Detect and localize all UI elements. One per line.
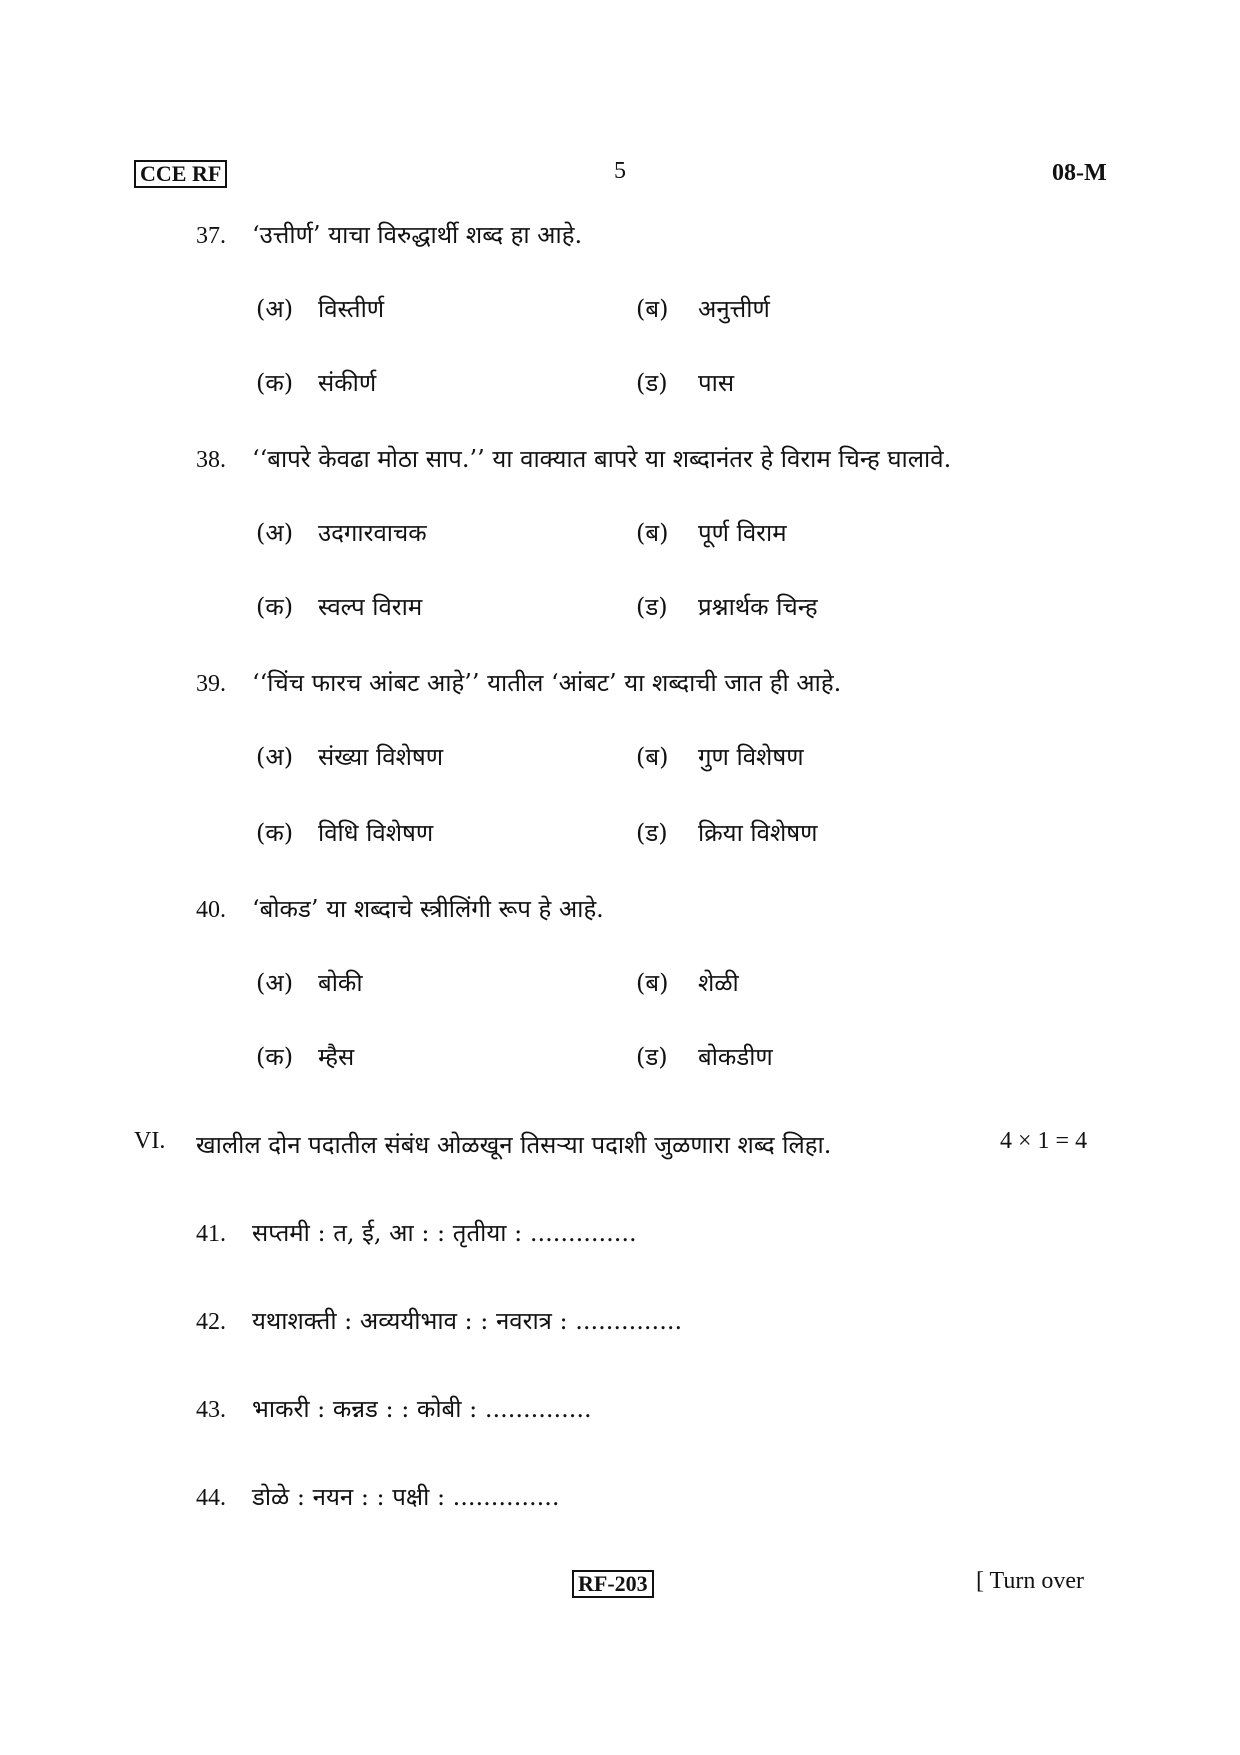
question-text: ‘‘चिंच फारच आंबट आहे’’ यातील ‘आंबट’ या शब्दाची जात ही आहे. bbox=[252, 669, 842, 697]
option-label: (अ) bbox=[256, 295, 294, 323]
option-text: उदगारवाचक bbox=[318, 519, 427, 547]
option-text: पास bbox=[698, 369, 735, 397]
option-label: (क) bbox=[256, 819, 294, 847]
option-text: संकीर्ण bbox=[318, 369, 377, 397]
question-43 bbox=[196, 1392, 592, 1425]
question-number: 42. bbox=[196, 1309, 226, 1335]
option-38-d bbox=[636, 590, 818, 623]
option-text: अनुत्तीर्ण bbox=[698, 295, 770, 323]
question-39 bbox=[196, 666, 841, 699]
option-39-b bbox=[636, 740, 804, 773]
option-label: (अ) bbox=[256, 743, 294, 771]
option-38-b bbox=[636, 516, 787, 549]
option-label: (क) bbox=[256, 593, 294, 621]
question-44 bbox=[196, 1480, 559, 1513]
question-41 bbox=[196, 1216, 637, 1249]
option-label: (अ) bbox=[256, 519, 294, 547]
option-text: स्वल्प विराम bbox=[318, 593, 423, 621]
question-text: ‘‘बापरे केवढा मोठा साप.’’ या वाक्यात बापरे या शब्दानंतर हे विराम चिन्ह घालावे. bbox=[252, 445, 952, 473]
question-text: भाकरी : कन्नड : : कोबी : .............. bbox=[252, 1395, 592, 1423]
question-number: 41. bbox=[196, 1221, 226, 1247]
section-marks: 4 × 1 = 4 bbox=[1000, 1128, 1088, 1154]
option-39-c bbox=[256, 816, 433, 849]
option-37-a bbox=[256, 292, 384, 325]
option-label: (ब) bbox=[636, 519, 669, 547]
option-text: गुण विशेषण bbox=[698, 743, 804, 771]
question-number: 39. bbox=[196, 671, 226, 697]
option-text: संख्या विशेषण bbox=[318, 743, 444, 771]
page-number: 5 bbox=[614, 158, 626, 184]
question-number: 37. bbox=[196, 223, 226, 249]
option-label: (ब) bbox=[636, 969, 669, 997]
option-label: (क) bbox=[256, 1043, 294, 1071]
question-text: सप्तमी : त, ई, आ : : तृतीया : .............. bbox=[252, 1219, 637, 1247]
question-number: 38. bbox=[196, 447, 226, 473]
option-40-c bbox=[256, 1040, 354, 1073]
option-text: विस्तीर्ण bbox=[318, 295, 385, 323]
option-label: (ड) bbox=[636, 1043, 668, 1071]
question-number: 40. bbox=[196, 897, 226, 923]
option-label: (ड) bbox=[636, 369, 668, 397]
question-40 bbox=[196, 892, 604, 925]
option-text: बोकी bbox=[318, 969, 363, 997]
option-40-a bbox=[256, 966, 363, 999]
option-text: क्रिया विशेषण bbox=[698, 819, 818, 847]
option-40-d bbox=[636, 1040, 773, 1073]
option-40-b bbox=[636, 966, 739, 999]
option-39-d bbox=[636, 816, 818, 849]
question-text: यथाशक्ती : अव्ययीभाव : : नवरात्र : .............. bbox=[252, 1307, 683, 1335]
option-label: (ब) bbox=[636, 295, 669, 323]
option-38-a bbox=[256, 516, 427, 549]
question-42 bbox=[196, 1304, 682, 1337]
option-37-d bbox=[636, 366, 734, 399]
header-code-box: CCE RF bbox=[134, 160, 227, 188]
option-38-c bbox=[256, 590, 422, 623]
option-label: (क) bbox=[256, 369, 294, 397]
option-37-b bbox=[636, 292, 770, 325]
option-label: (अ) bbox=[256, 969, 294, 997]
option-text: विधि विशेषण bbox=[318, 819, 434, 847]
option-text: बोकडीण bbox=[698, 1043, 773, 1071]
option-text: शेळी bbox=[698, 969, 739, 997]
turn-over-label: [ Turn over bbox=[976, 1568, 1085, 1594]
question-text: ‘उत्तीर्ण’ याचा विरुद्धार्थी शब्द हा आहे. bbox=[252, 221, 583, 249]
option-label: (ड) bbox=[636, 819, 668, 847]
option-text: म्हैस bbox=[318, 1043, 355, 1071]
option-39-a bbox=[256, 740, 443, 773]
question-text: डोळे : नयन : : पक्षी : .............. bbox=[252, 1483, 560, 1511]
section-instruction: खालील दोन पदातील संबंध ओळखून तिसऱ्या पदाशी जुळणारा शब्द लिहा. bbox=[196, 1131, 832, 1159]
option-37-c bbox=[256, 366, 376, 399]
option-text: पूर्ण विराम bbox=[698, 519, 787, 547]
question-number: 44. bbox=[196, 1485, 226, 1511]
question-38 bbox=[196, 442, 951, 475]
question-number: 43. bbox=[196, 1397, 226, 1423]
option-label: (ड) bbox=[636, 593, 668, 621]
footer-code-box: RF-203 bbox=[572, 1570, 654, 1598]
paper-code: 08-M bbox=[1052, 160, 1107, 186]
question-text: ‘बोकड’ या शब्दाचे स्त्रीलिंगी रूप हे आहे. bbox=[252, 895, 604, 923]
section-number: VI. bbox=[134, 1128, 166, 1154]
option-label: (ब) bbox=[636, 743, 669, 771]
option-text: प्रश्नार्थक चिन्ह bbox=[698, 593, 818, 621]
question-37 bbox=[196, 218, 582, 251]
